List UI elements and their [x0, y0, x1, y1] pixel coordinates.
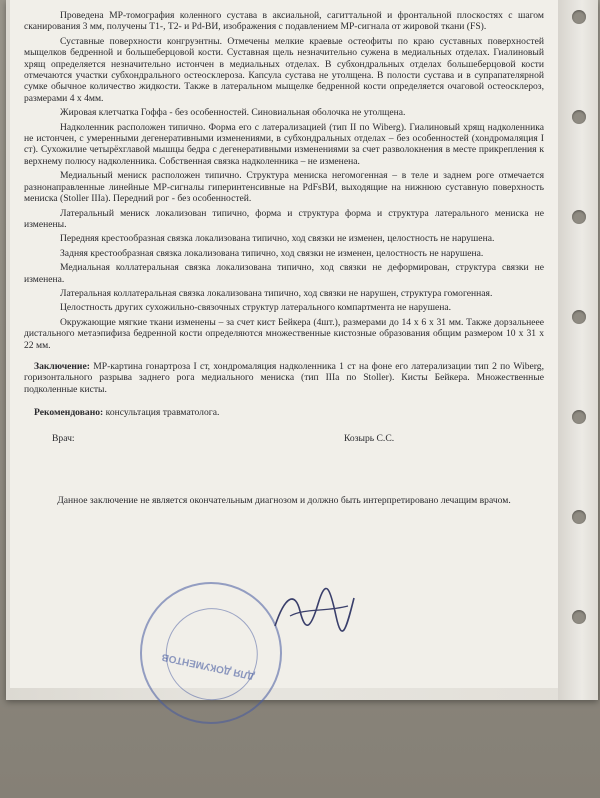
paragraph-lateral-meniscus: Латеральный мениск локализован типично, форма и структура форма и структура латерального мениска не изменены.: [24, 207, 544, 230]
paragraph-joint: Суставные поверхности конгруэнтны. Отмечены мелкие краевые остеофиты по краю суставных поверхностей мыщелков бедренной и большеберцовой кости. Суставная щель незначительно сужена в медиальных отделах. Гиалиновый хрящ определяется незначительно истончен в медиальных отделах. В субхондральных отделах большеберцовой кости отмечаются участки субхондрального остеосклероза. Капсула сустава не утолщена. В полости сустава и в супрапателярной сумке обычное количество жидкости. Также в латеральном мыщелке бедренной кости определяется очаговой остеосклероз, размерами 4 х 4мм.: [24, 35, 544, 104]
punch-hole: [572, 310, 586, 324]
punch-hole: [572, 510, 586, 524]
paragraph-medial-meniscus: Медиальный мениск расположен типично. Структура мениска негомогенная – в теле и заднем роге отмечается разнонаправленные линейные МР-сигналы гиперинтенсивные на PdFsВИ, выходящие на нижнюю суставную поверхность мениска (Stoller IIIa). Передний рог - без особенностей.: [24, 170, 544, 205]
paragraph-patella: Надколенник расположен типично. Форма его с латерализацией (тип II по Wiberg). Гиалиновый хрящ надколенника не истончен, с умеренными дегенеративными изменениями, в субхондральных отделах – без особенностей (хондромаляция I ст). Сухожилие четырёхглавой мышцы бедра с дегенеративными изменениями за счет разволокнения в месте прикрепления к верхнему полюсу надколенника. Собственная связка надколенника – не изменена.: [24, 121, 544, 167]
doctor-name: Козырь С.С.: [344, 432, 395, 444]
recommendation-text: консультация травматолога.: [103, 407, 220, 419]
conclusion: [24, 361, 544, 395]
paragraph-soft-tissue: Окружающие мягкие ткани изменены – за счет кист Бейкера (4шт.), размерами до 14 х 6 х 31 мм. Также дорзальнеее дистального метаэпифиза бедренной кости определяются множественные кистозные образования общим размером 10 х 31 х 22 мм.: [24, 316, 544, 351]
paragraph-protocol: Проведена МР-томография коленного сустава в аксиальной, сагиттальной и фронтальной плоскостях с шагом сканирования 3 мм, получены Т1-, Т2- и Pd-ВИ, изображения с подавлением МР-сигнала от жировой ткани (FS).: [24, 10, 544, 33]
sleeve-binding-strip: [558, 0, 598, 700]
doctor-label: Врач:: [52, 432, 75, 444]
conclusion-text: МР-картина гонартроза I ст, хондромаляция надколенника 1 ст на фоне его латерализации тип 2 по Wiberg, горизонтального разрыва заднего рога медиального мениска (тип IIIa по Stoller). Кисты Бейкера. Множественные подколенные кисты.: [24, 360, 544, 395]
paragraph-hoffa: Жировая клетчатка Гоффа - без особенностей. Синовиальная оболочка не утолщена.: [60, 107, 406, 119]
punch-hole: [572, 110, 586, 124]
punch-hole: [572, 210, 586, 224]
paragraph-mcl: Медиальная коллатеральная связка локализована типично, ход связки не деформирован, структура связки не изменена.: [24, 262, 544, 285]
disclaimer: Данное заключение не является окончательным диагнозом и должно быть интерпретировано лечащим врачом.: [57, 494, 511, 506]
conclusion-label: Заключение:: [34, 360, 90, 372]
recommendation-label: Рекомендовано:: [34, 407, 104, 419]
paragraph-lcl: Латеральная коллатеральная связка локализована типично, ход связки не нарушен, структура гомогенная.: [60, 287, 493, 299]
signature-mark: [270, 586, 360, 636]
punch-hole: [572, 410, 586, 424]
paragraph-pcl: Задняя крестообразная связка локализована типично, ход связки не изменен, целостность не нарушена.: [60, 247, 484, 259]
punch-hole: [572, 610, 586, 624]
stamp-text: ДЛЯ ДОКУМЕНТОВ: [160, 650, 256, 682]
paragraph-tendons: Целостность других сухожильно-связочных структур латерального компартмента не нарушена.: [60, 302, 452, 314]
recommendation: [24, 407, 544, 418]
signature-row: [24, 425, 544, 495]
report-body: [24, 10, 544, 509]
paragraph-acl: Передняя крестообразная связка локализована типично, ход связки не изменен, целостность не нарушена.: [60, 233, 495, 245]
punch-hole: [572, 10, 586, 24]
